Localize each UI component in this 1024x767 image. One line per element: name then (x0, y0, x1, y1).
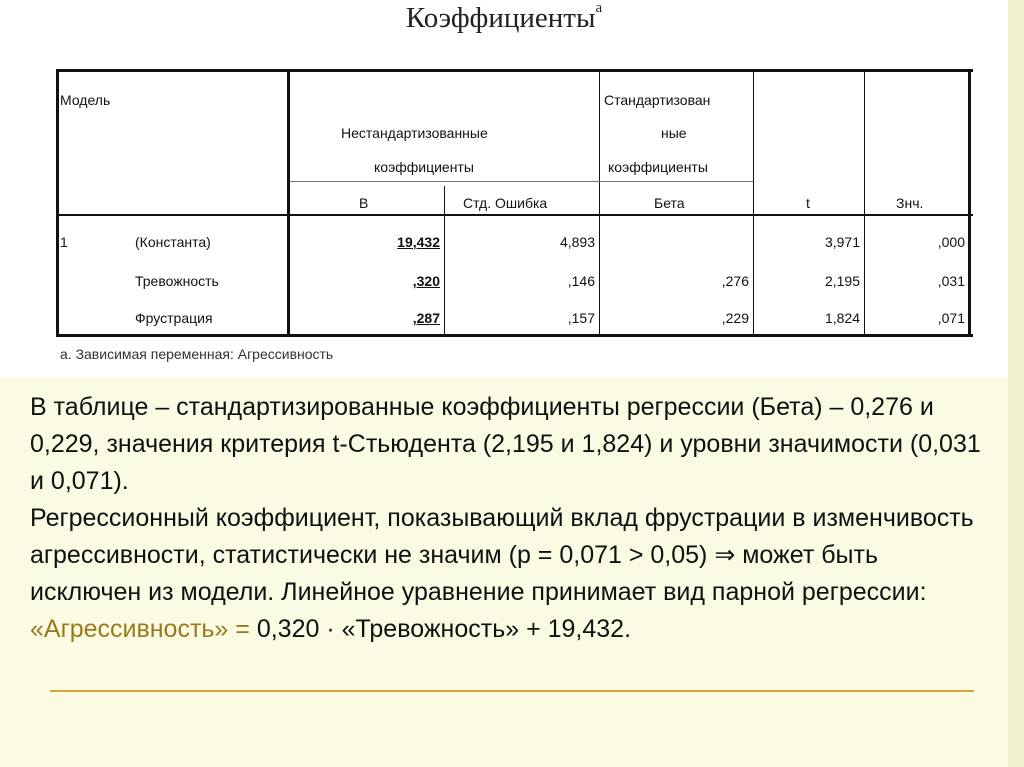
table-border-left (56, 72, 59, 334)
row-anxiety-t: 2,195 (824, 273, 860, 289)
row-frustration-beta: ,229 (721, 310, 749, 326)
paragraph-2-text: Регрессионный коэффициент, показывающий вклад фрустрации в изменчивость агрессивности, статистически не значим (p = 0,071 > 0,05) ⇒ может быть исключен из модели. Линейное уравнение принимает вид парной регрессии: (30, 504, 974, 606)
paragraph-2-equation: 0,320 · «Тревожность» + 19,432. (249, 615, 632, 643)
row-name-anxiety: Тревожность (135, 273, 219, 289)
header-unstandardized-2: коэффициенты (374, 159, 474, 175)
header-model: Модель (60, 92, 111, 108)
table-border-right (968, 72, 971, 334)
bottom-rule (50, 690, 974, 692)
col-divider-se (599, 72, 600, 334)
header-beta: Бета (654, 195, 685, 211)
equation-highlight: «Агрессивность» = (30, 615, 250, 643)
row-constant-se: 4,893 (559, 234, 595, 250)
row-anxiety-b: ,320 (412, 273, 440, 289)
header-t: t (806, 195, 810, 211)
row-anxiety-se: ,146 (567, 273, 595, 289)
table-title-text: Коэффициенты (405, 2, 596, 34)
header-std-error: Стд. Ошибка (463, 195, 548, 211)
table-panel (0, 0, 1008, 378)
col-divider-t (864, 72, 865, 334)
paragraph-1: В таблице – стандартизированные коэффициенты регрессии (Бета) – 0,276 и 0,229, значения критерия t-Стьюдента (2,195 и 1,824) и уровни значимости (0,031 и 0,071). (30, 393, 981, 495)
row-anxiety-sig: ,031 (937, 273, 965, 289)
row-frustration-b: ,287 (412, 310, 440, 326)
row-constant-t: 3,971 (824, 234, 860, 250)
subheader-separator (290, 181, 753, 182)
slide-body (30, 389, 990, 648)
col-divider-b (444, 186, 445, 334)
row-anxiety-beta: ,276 (721, 273, 749, 289)
header-separator (56, 214, 973, 216)
coefficients-table (56, 69, 973, 337)
row-frustration-t: 1,824 (824, 310, 860, 326)
row-name-frustration: Фрустрация (135, 310, 213, 326)
title-superscript: a (595, 0, 603, 17)
table-divider-model (287, 72, 290, 334)
table-footnote: a. Зависимая переменная: Агрессивность (60, 346, 334, 362)
row-model-number: 1 (60, 234, 68, 250)
header-sig: Знч. (896, 195, 924, 211)
header-unstandardized-1: Нестандартизованные (341, 125, 488, 141)
row-frustration-se: ,157 (567, 310, 595, 326)
table-title (0, 2, 1008, 35)
header-b: B (359, 195, 369, 211)
header-standardized-1: Стандартизован (604, 92, 711, 108)
header-standardized-3: коэффициенты (608, 159, 708, 175)
row-constant-b: 19,432 (397, 234, 440, 250)
paragraph-2 (30, 500, 990, 648)
col-divider-beta (753, 72, 754, 334)
right-stripe (1008, 0, 1024, 767)
row-frustration-sig: ,071 (937, 310, 965, 326)
row-constant-sig: ,000 (937, 234, 965, 250)
header-standardized-2: ные (661, 125, 687, 141)
row-name-constant: (Константа) (135, 234, 211, 250)
